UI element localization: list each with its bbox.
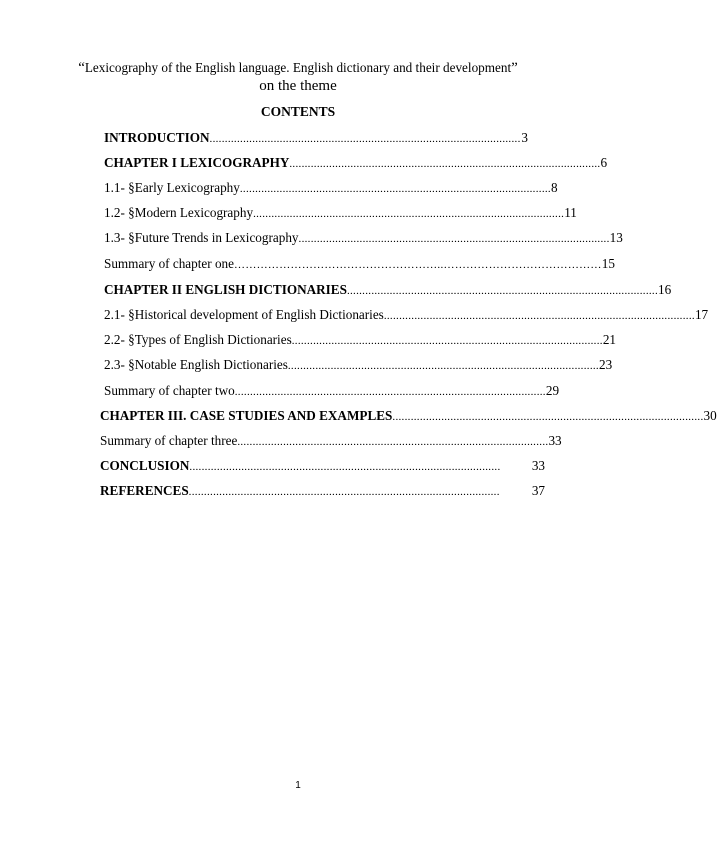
toc-page: 8 <box>550 180 558 195</box>
toc-entry-references[interactable] <box>100 483 545 500</box>
toc-leader: ...................................................................................................... <box>392 411 704 423</box>
toc-label: Types of English Dictionaries <box>134 332 292 347</box>
page-number: 1 <box>295 780 301 791</box>
toc-label: Modern Lexicography <box>134 205 254 220</box>
toc-leader: ...................................................................................................... <box>188 486 500 498</box>
toc-leader: ...................................................................................................... <box>237 436 549 448</box>
toc-page: 21 <box>602 332 617 347</box>
toc-page: 23 <box>598 357 613 372</box>
toc-leader: ...................................................................................................... <box>298 233 610 245</box>
title-text: Lexicography of the English language. English dictionary and their development <box>84 60 512 75</box>
toc-leader: ………………………………………………..…………………………………… <box>234 259 602 271</box>
toc-entry-summary-2[interactable] <box>104 383 560 400</box>
toc-label: Future Trends in Lexicography <box>134 230 299 245</box>
toc-leader: ...................................................................................................... <box>253 208 565 220</box>
toc-page: 13 <box>609 230 623 245</box>
document-subtitle: on the theme <box>259 78 337 94</box>
title-open-quote: “ <box>78 60 85 76</box>
toc-page: 33 <box>548 433 562 448</box>
toc-number: 1.2- § <box>104 205 135 220</box>
toc-label: Early Lexicography <box>134 180 240 195</box>
toc-entry-2-1[interactable] <box>104 307 709 324</box>
toc-page: 30 <box>703 408 717 423</box>
toc-leader: ...................................................................................................... <box>346 285 659 297</box>
toc-entry-introduction[interactable] <box>104 130 528 147</box>
toc-label: INTRODUCTION <box>104 130 210 145</box>
toc-leader: ...................................................................................................... <box>234 386 546 398</box>
toc-leader: ...................................................................................................... <box>239 183 551 195</box>
toc-label: Notable English Dictionaries <box>134 357 288 372</box>
toc-label: Summary of chapter three <box>100 433 238 448</box>
toc-page: 6 <box>600 155 608 170</box>
toc-entry-2-3[interactable] <box>104 357 613 374</box>
toc-entry-chapter-3[interactable] <box>100 408 717 425</box>
document-title <box>0 60 596 76</box>
toc-leader: ...................................................................................................... <box>189 461 501 473</box>
toc-label: CHAPTER II ENGLISH DICTIONARIES <box>104 282 347 297</box>
toc-leader: ...................................................................................................... <box>209 133 521 145</box>
toc-page: 15 <box>601 256 615 271</box>
title-close-quote: ” <box>511 60 518 76</box>
toc-number: 2.3- § <box>104 357 135 372</box>
toc-entry-1-1[interactable] <box>104 180 558 197</box>
toc-entry-1-2[interactable] <box>104 205 577 222</box>
toc-label: CHAPTER I LEXICOGRAPHY <box>104 155 290 170</box>
toc-leader: ...................................................................................................... <box>291 335 603 347</box>
toc-number: 2.2- § <box>104 332 135 347</box>
toc-label: CHAPTER III. CASE STUDIES AND EXAMPLES <box>100 408 393 423</box>
toc-entry-1-3[interactable] <box>104 230 623 247</box>
toc-label: Historical development of English Dictionaries <box>134 307 384 322</box>
toc-entry-chapter-1[interactable] <box>104 155 608 172</box>
toc-number: 2.1- § <box>104 307 135 322</box>
toc-leader: ...................................................................................................... <box>383 310 695 322</box>
toc-entry-chapter-2[interactable] <box>104 282 672 299</box>
toc-entry-summary-3[interactable] <box>100 433 562 450</box>
toc-label: REFERENCES <box>100 483 189 498</box>
toc-label: Summary of chapter two <box>104 383 235 398</box>
toc-label: Summary of chapter one <box>104 256 235 271</box>
toc-entry-summary-1[interactable] <box>104 256 615 273</box>
toc-page: 29 <box>545 383 560 398</box>
toc-leader: ...................................................................................................... <box>289 158 601 170</box>
toc-page: 16 <box>658 282 672 297</box>
contents-heading: CONTENTS <box>260 104 336 119</box>
toc-page: 37 <box>531 483 545 498</box>
toc-leader: ...................................................................................................... <box>287 360 599 372</box>
toc-entry-conclusion[interactable] <box>100 458 545 475</box>
toc-page: 11 <box>564 205 577 220</box>
toc-page: 17 <box>694 307 709 322</box>
toc-number: 1.3- § <box>104 230 135 245</box>
toc-number: 1.1- § <box>104 180 135 195</box>
toc-page: 33 <box>531 458 545 473</box>
toc-page: 3 <box>521 130 528 145</box>
toc-label: CONCLUSION <box>100 458 190 473</box>
toc-entry-2-2[interactable] <box>104 332 617 349</box>
